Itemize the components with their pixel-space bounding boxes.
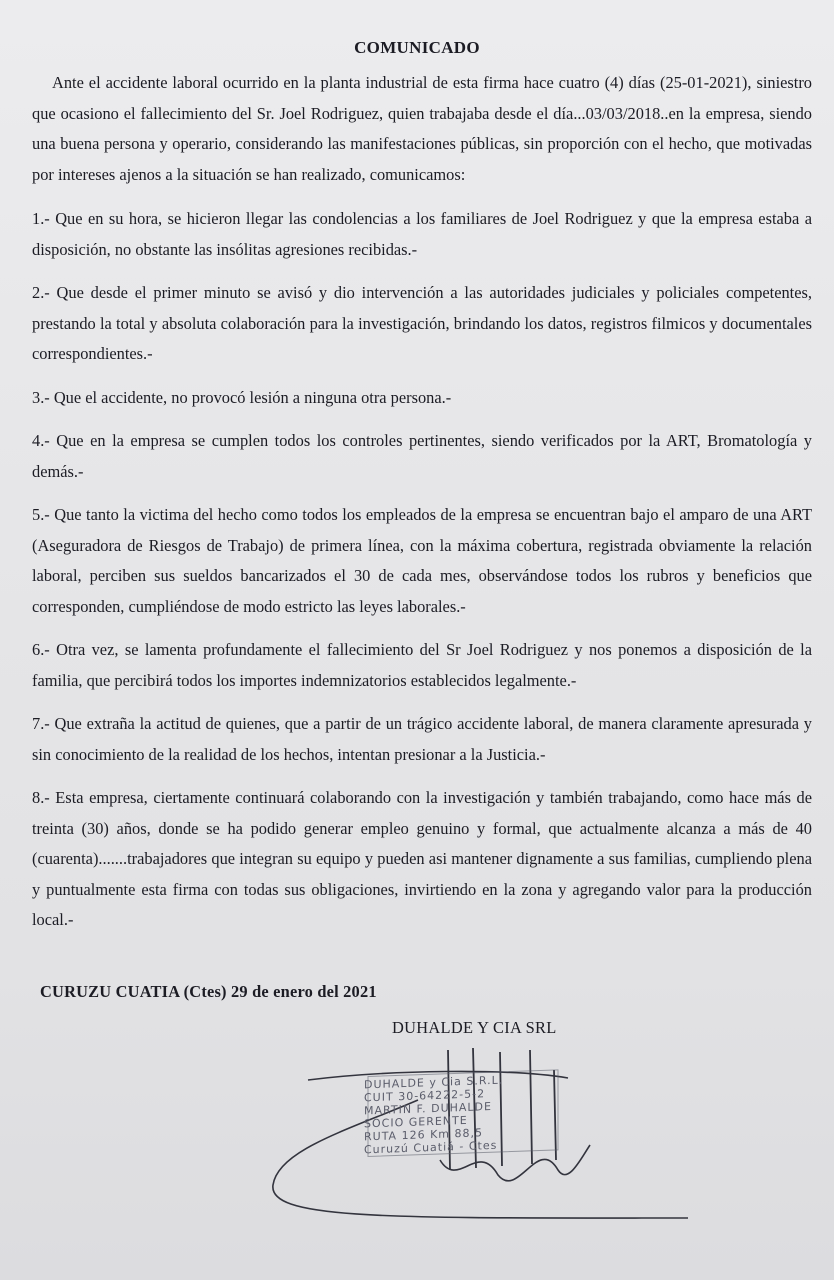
company-stamp-and-signature [268,1040,698,1230]
stamp-line: MARTIN F. DUHALDE [364,1099,492,1118]
item-6: 6.- Otra vez, se lamenta profundamente el fallecimiento del Sr Joel Rodriguez y nos ponemos a disposición de la familia, que percibirá todos los importes indemnizatorios establecidos legalmente.- [32,640,812,690]
company-name: DUHALDE Y CIA SRL [392,1018,557,1037]
intro-paragraph: Ante el accidente laboral ocurrido en la planta industrial de esta firma hace cuatro (4) días (25-01-2021), siniestro que ocasiono el fallecimiento del Sr. Joel Rodriguez, quien trabajaba desde el día...03/03/2018..en la empresa, siendo una buena persona y operario, considerando las manifestaciones públicas, sin proporción con el hecho, que motivadas por intereses ajenos a la situación se han realizado, comunicamos: [32,73,812,184]
stamp-line: RUTA 126 Km 88,5 [364,1126,483,1144]
stamp-line: Curuzú Cuatiá - Ctes [364,1138,498,1157]
item-2: 2.- Que desde el primer minuto se avisó y dio intervención a las autoridades judiciales y policiales competentes, prestando la total y absoluta colaboración para la investigación, brindando los datos, registros filmicos y documentales correspondientes.- [32,283,812,363]
stamp-text [364,1074,503,1157]
place-and-date: CURUZU CUATIA (Ctes) 29 de enero del 2021 [40,982,377,1001]
stamp-line: DUHALDE y Cia S.R.L. [364,1073,504,1092]
item-5: 5.- Que tanto la victima del hecho como todos los empleados de la empresa se encuentran bajo el amparo de una ART (Aseguradora de Riesgos de Trabajo) de primera línea, con la máxima cobertura, registrada obviamente la relación laboral, perciben sus sueldos bancarizados el 30 de cada mes, observándose todos los rubros y beneficios que corresponden, cumpliéndose de modo estricto las leyes laborales.- [32,505,812,616]
item-8: 8.- Esta empresa, ciertamente continuará colaborando con la investigación y también trabajando, como hace más de treinta (30) años, donde se ha podido generar empleo genuino y formal, que actualmente alcanza a más de 40 (cuarenta).......trabajadores que integran su equipo y pueden asi mantener dignamente a sus familias, cumpliendo plena y puntualmente esta firma con todas sus obligaciones, invirtiendo en la zona y agregando valor para la producción local.- [32,788,812,929]
stamp-line: SOCIO GERENTE [364,1113,468,1131]
item-3: 3.- Que el accidente, no provocó lesión a ninguna otra persona.- [32,387,452,407]
document-title: COMUNICADO [354,38,480,57]
item-1: 1.- Que en su hora, se hicieron llegar las condolencias a los familiares de Joel Rodriguez y que la empresa estaba a disposición, no obstante las insólitas agresiones recibidas.- [32,209,812,259]
item-7: 7.- Que extraña la actitud de quienes, que a partir de un trágico accidente laboral, de manera claramente apresurada y sin conocimiento de la realidad de los hechos, intentan presionar a la Justicia.- [32,714,812,764]
stamp-line: CUIT 30-64222-5-2 [364,1087,486,1105]
document-body [32,68,812,949]
item-4: 4.- Que en la empresa se cumplen todos los controles pertinentes, siendo verificados por la ART, Bromatología y demás.- [32,431,812,481]
